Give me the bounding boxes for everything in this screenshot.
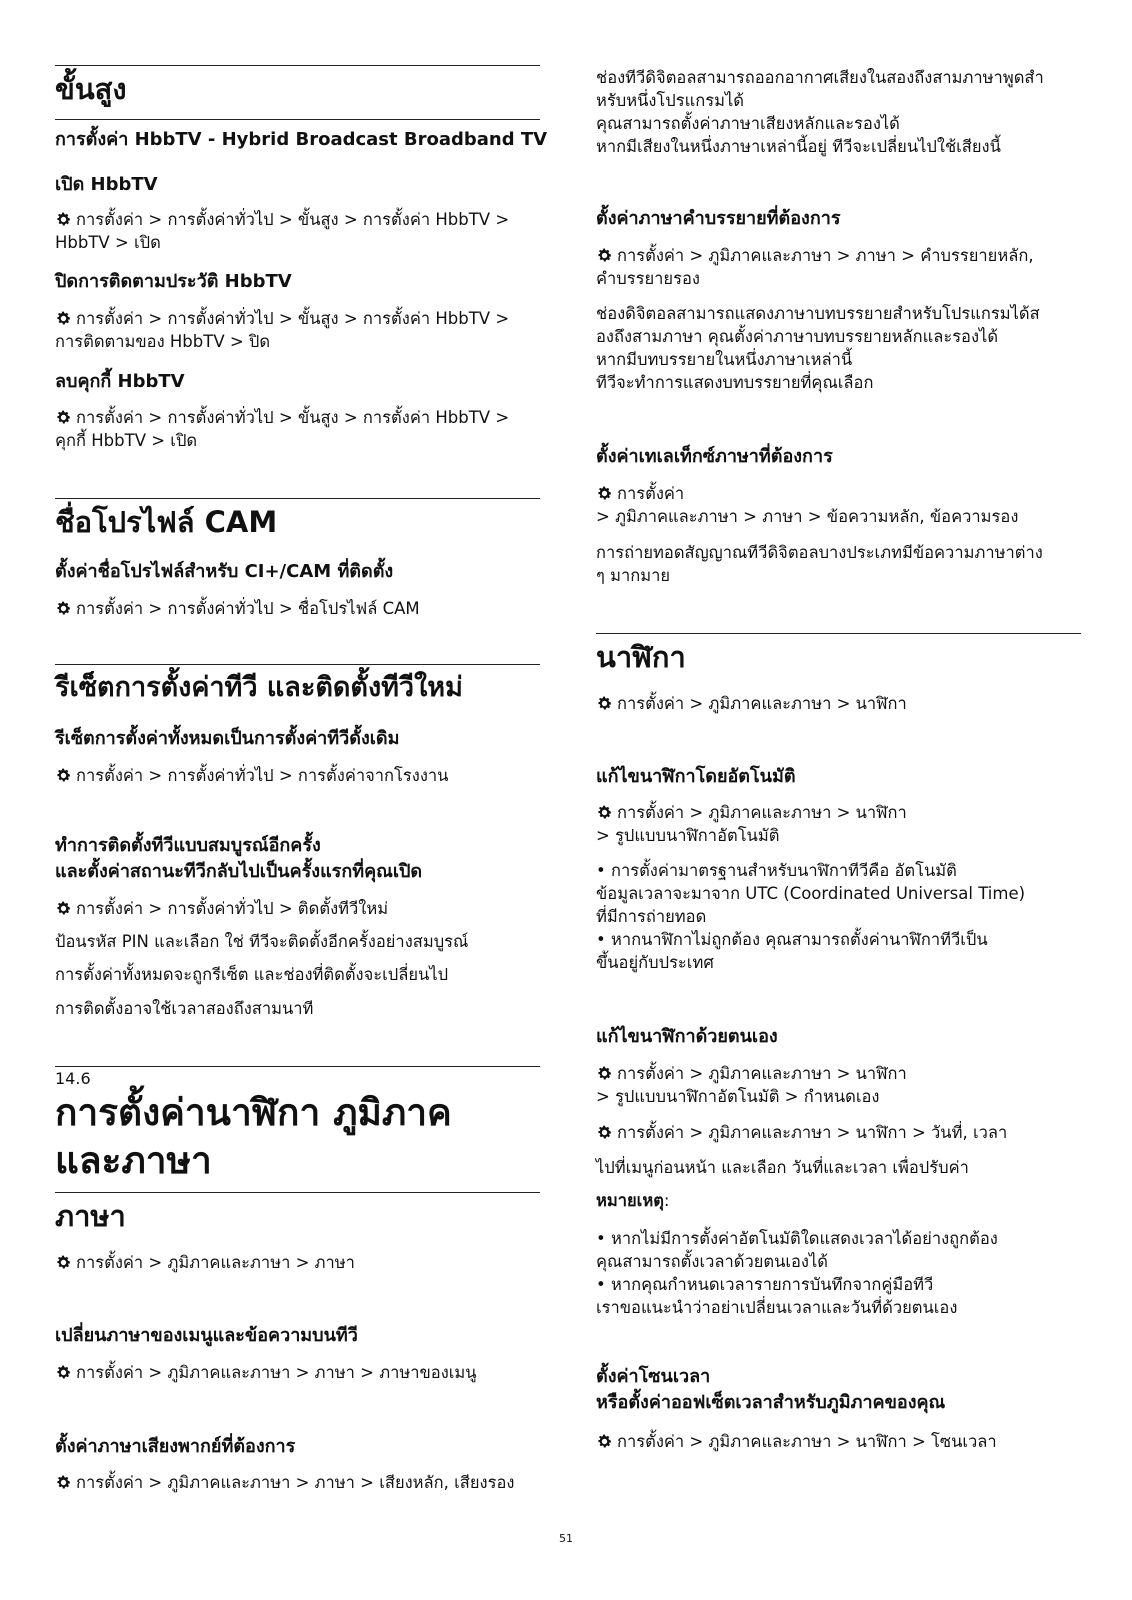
gear-icon [596,1433,613,1450]
reset-body-channels: การตั้งค่าทั้งหมดจะถูกรีเซ็ต และช่องที่ติดตั้งจะเปลี่ยนไป [55,965,449,984]
cam-path: การตั้งค่า > การตั้งค่าทั่วไป > ชื่อโปรไฟล์ CAM [55,597,545,620]
reset-body-pin: ป้อนรหัส PIN และเลือก ใช่ ทีวีจะติดตั้งอีกครั้งอย่างสมบูรณ์ [55,932,469,951]
gear-icon [55,900,72,917]
section-divider [55,1192,540,1193]
chapter-divider [55,1066,540,1067]
reset-reinstall-path: การตั้งค่า > การตั้งค่าทั่วไป > ติดตั้งทีวีใหม่ [55,897,545,920]
hbbtv-tracking-title: ปิดการติดตามประวัติ HbbTV [55,271,292,292]
timezone-path: การตั้งค่า > ภูมิภาคและภาษา > นาฬิกา > โซนเวลา [596,1430,1096,1453]
hbbtv-cookie-title: ลบคุกกี้ HbbTV [55,371,185,392]
menu-language-title: เปลี่ยนภาษาของเมนูและข้อความบนทีวี [55,1325,358,1346]
auto-clock-title: แก้ไขนาฬิกาโดยอัตโนมัติ [596,766,796,787]
gear-icon [55,1254,72,1271]
gear-icon [55,310,72,327]
page-number: 51 [559,1532,573,1545]
language-path: การตั้งค่า > ภูมิภาคและภาษา > ภาษา [55,1251,545,1274]
gear-icon [55,600,72,617]
subtitle-language-title: ตั้งค่าภาษาคำบรรยายที่ต้องการ [596,208,841,229]
menu-language-path: การตั้งค่า > ภูมิภาคและภาษา > ภาษา > ภาษาของเมนู [55,1361,545,1384]
gear-icon [596,804,613,821]
section-title-reset: รีเซ็ตการตั้งค่าทีวี และติดตั้งทีวีใหม่ [55,672,463,703]
hbbtv-cookie-path: การตั้งค่า > การตั้งค่าทั่วไป > ขั้นสูง > การตั้งค่า HbbTV > คุกกี้ HbbTV > เปิด [55,408,510,450]
section-title-cam: ชื่อโปรไฟล์ CAM [55,505,278,539]
subtitle-language-body: ช่องดิจิตอลสามารถแสดงภาษาบทบรรยายสำหรับโปรแกรมได้ส องถึงสามภาษา คุณตั้งค่าภาษาบทบรรยายหลักและรองได้ หากมีบทบรรยายในหนึ่งภาษาเหล่านี้ ทีวีจะทำการแสดงบทบรรยายที่คุณเลือก [596,304,1040,392]
clock-path: การตั้งค่า > ภูมิภาคและภาษา > นาฬิกา [596,692,1096,715]
reset-factory-path: การตั้งค่า > การตั้งค่าทั่วไป > การตั้งค่าจากโรงงาน [55,764,545,787]
teletext-language-body: การถ่ายทอดสัญญาณทีวีดิจิตอลบางประเภทมีข้อความภาษาต่าง ๆ มากมาย [596,543,1043,585]
teletext-language-title: ตั้งค่าเทเลเท็กซ์ภาษาที่ต้องการ [596,446,833,467]
section-title-language: ภาษา [55,1199,126,1233]
gear-icon [55,409,72,426]
audio-language-body: ช่องทีวีดิจิตอลสามารถออกอากาศเสียงในสองถึงสามภาษาพูดสำ หรับหนึ่งโปรแกรมได้ คุณสามารถตั้งค่าภาษาเสียงหลักและรองได้ หากมีเสียงในหนึ่งภาษาเหล่านี้อยู่ ทีวีจะเปลี่ยนไปใช้เสียงนี้ [596,68,1044,156]
reset-body-duration: การติดตั้งอาจใช้เวลาสองถึงสามนาที [55,999,314,1018]
gear-icon [55,1364,72,1381]
auto-clock-body: • การตั้งค่ามาตรฐานสำหรับนาฬิกาทีวีคือ อัตโนมัติ ข้อมูลเวลาจะมาจาก UTC (Coordinated Universal Time) ที่มีการถ่ายทอด • หากนาฬิกาไม่ถูกต้อง คุณสามารถตั้งค่านาฬิกาทีวีเป็น ขึ้นอยู่กับประเทศ [596,861,1026,972]
manual-date-time-path: การตั้งค่า > ภูมิภาคและภาษา > นาฬิกา > วันที่, เวลา [596,1121,1096,1144]
gear-icon [55,767,72,784]
section-divider [55,65,540,66]
section-title-advanced: ขั้นสูง [55,72,127,106]
hbbtv-tracking-path: การตั้งค่า > การตั้งค่าทั่วไป > ขั้นสูง > การตั้งค่า HbbTV > การติดตามของ HbbTV > ปิด [55,309,510,351]
hbbtv-on-path: การตั้งค่า > การตั้งค่าทั่วไป > ขั้นสูง > การตั้งค่า HbbTV > HbbTV > เปิด [55,210,510,252]
cam-subtitle: ตั้งค่าชื่อโปรไฟล์สำหรับ CI+/CAM ที่ติดตั้ง [55,561,394,582]
manual-clock-path: การตั้งค่า > ภูมิภาคและภาษา > นาฬิกา > รูปแบบนาฬิกาอัตโนมัติ > กำหนดเอง [596,1064,907,1106]
section-divider [55,498,540,499]
teletext-language-path: การตั้งค่า > ภูมิภาคและภาษา > ภาษา > ข้อความหลัก, ข้อความรอง [596,484,1019,526]
chapter-number: 14.6 [55,1069,91,1088]
gear-icon [55,1474,72,1491]
auto-clock-path: การตั้งค่า > ภูมิภาคและภาษา > นาฬิกา > รูปแบบนาฬิกาอัตโนมัติ [596,803,907,845]
manual-clock-body: ไปที่เมนูก่อนหน้า และเลือก วันที่และเวลา เพื่อปรับค่า [596,1158,969,1177]
audio-language-path: การตั้งค่า > ภูมิภาคและภาษา > ภาษา > เสียงหลัก, เสียงรอง [55,1471,550,1494]
gear-icon [596,1065,613,1082]
note-label: หมายเหตุ: [596,1191,670,1210]
section-divider [596,633,1081,634]
section-divider [55,664,540,665]
reset-subtitle-reinstall: ทำการติดตั้งทีวีแบบสมบูรณ์อีกครั้ง และตั้งค่าสถานะทีวีกลับไปเป็นครั้งแรกที่คุณเปิด [55,835,423,882]
section-title-clock: นาฬิกา [596,640,686,674]
manual-clock-title: แก้ไขนาฬิกาด้วยตนเอง [596,1026,778,1047]
gear-icon [596,485,613,502]
gear-icon [596,1124,613,1141]
gear-icon [596,695,613,712]
timezone-title: ตั้งค่าโซนเวลา หรือตั้งค่าออฟเซ็ตเวลาสำหรับภูมิภาคของคุณ [596,1366,946,1413]
gear-icon [55,211,72,228]
audio-language-title: ตั้งค่าภาษาเสียงพากย์ที่ต้องการ [55,1436,296,1457]
chapter-title: การตั้งค่านาฬิกา ภูมิภาค และภาษา [55,1091,452,1182]
reset-subtitle-factory: รีเซ็ตการตั้งค่าทั้งหมดเป็นการตั้งค่าทีวีดั้งเดิม [55,728,400,749]
hbbtv-on-title: เปิด HbbTV [55,174,158,195]
section-divider [55,119,540,120]
gear-icon [596,247,613,264]
hbbtv-heading: การตั้งค่า HbbTV - Hybrid Broadcast Broadband TV [55,129,548,150]
note-body: • หากไม่มีการตั้งค่าอัตโนมัติใดแสดงเวลาได้อย่างถูกต้อง คุณสามารถตั้งเวลาด้วยตนเองได้ • หากคุณกำหนดเวลารายการบันทึกจากคู่มือทีวี เราขอแนะนำว่าอย่าเปลี่ยนเวลาและวันที่ด้วยตนเอง [596,1229,998,1317]
subtitle-language-path: การตั้งค่า > ภูมิภาคและภาษา > ภาษา > คำบรรยายหลัก, คำบรรยายรอง [596,246,1034,288]
